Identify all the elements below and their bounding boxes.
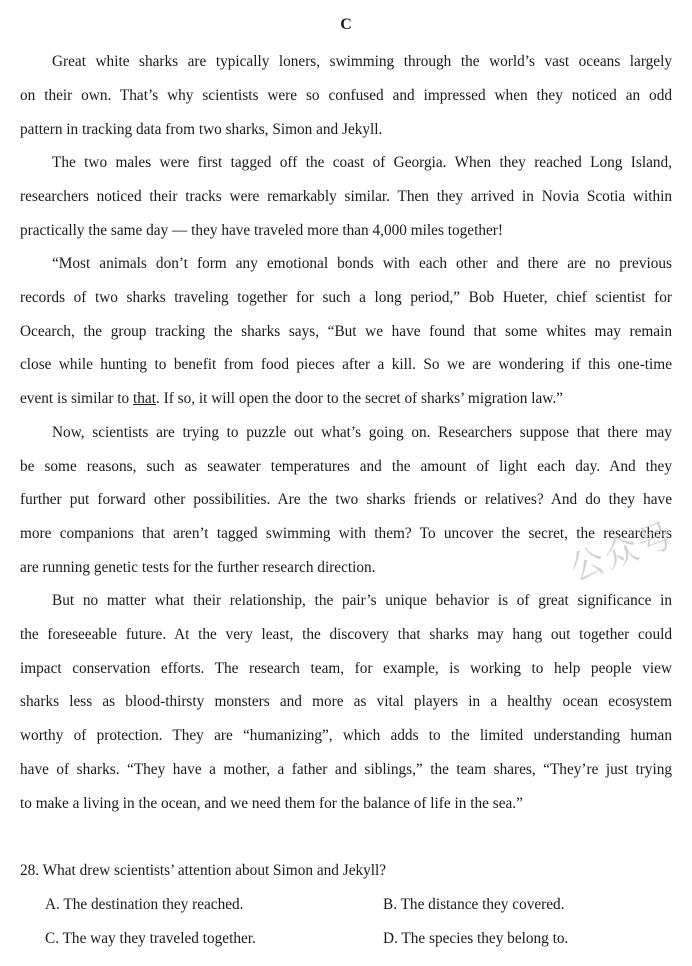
option-d: D. The species they belong to. <box>383 930 569 947</box>
passage-line-with-underline <box>20 388 672 410</box>
passage-line: close while hunting to benefit from food pieces after a kill. So we are wondering if this one-time <box>20 356 672 373</box>
passage-line: to make a living in the ocean, and we need them for the balance of life in the sea.” <box>20 795 523 812</box>
text-segment: event is similar to <box>20 390 134 407</box>
passage-line: Now, scientists are trying to puzzle out what’s going on. Researchers suppose that there may <box>52 424 672 441</box>
passage-line: The two males were first tagged off the coast of Georgia. When they reached Long Island, <box>52 154 672 171</box>
passage-line: Great white sharks are typically loners, swimming through the world’s vast oceans largely <box>52 53 672 70</box>
passage-line: Ocearch, the group tracking the sharks says, “But we have found that some whites may remain <box>20 323 672 340</box>
passage-line: researchers noticed their tracks were remarkably similar. Then they arrived in Novia Scotia within <box>20 188 672 205</box>
passage-line: practically the same day — they have traveled more than 4,000 miles together! <box>20 222 503 239</box>
passage-label: C <box>340 16 352 33</box>
passage-line: sharks less as blood-thirsty monsters and more as vital players in a healthy ocean ecosystem <box>20 693 672 710</box>
passage-line: But no matter what their relationship, the pair’s unique behavior is of great significance in <box>52 592 672 609</box>
passage-line: the foreseeable future. At the very least, the discovery that sharks may hang out together could <box>20 626 672 643</box>
passage-line: impact conservation efforts. The research team, for example, is working to help people view <box>20 660 672 677</box>
option-b: B. The distance they covered. <box>383 896 565 913</box>
passage-line: worthy of protection. They are “humanizing”, which adds to the limited understanding human <box>20 727 672 744</box>
passage-line: be some reasons, such as seawater temperatures and the amount of light each day. And they <box>20 458 672 475</box>
underlined-word: that <box>133 390 156 407</box>
option-a: A. The destination they reached. <box>45 896 244 913</box>
passage-line: are running genetic tests for the further research direction. <box>20 559 376 576</box>
watermark: 公众号 <box>564 514 680 590</box>
passage-line: more companions that aren’t tagged swimming with them? To uncover the secret, the researchers <box>20 525 672 542</box>
passage-line: records of two sharks traveling together for such a long period,” Bob Hueter, chief scientist for <box>20 289 672 306</box>
passage-line: on their own. That’s why scientists were so confused and impressed when they noticed an odd <box>20 87 672 104</box>
text-segment: . If so, it will open the door to the secret of sharks’ migration law.” <box>155 390 563 407</box>
passage-line: “Most animals don’t form any emotional bonds with each other and there are no previous <box>52 255 672 272</box>
option-c: C. The way they traveled together. <box>45 930 256 947</box>
question-stem: 28. What drew scientists’ attention about Simon and Jekyll? <box>20 862 387 879</box>
passage-line: pattern in tracking data from two sharks, Simon and Jekyll. <box>20 121 383 138</box>
passage-line: further put forward other possibilities. Are the two sharks friends or relatives? And do they have <box>20 491 672 508</box>
passage-line: have of sharks. “They have a mother, a father and siblings,” the team shares, “They’re just trying <box>20 761 672 778</box>
